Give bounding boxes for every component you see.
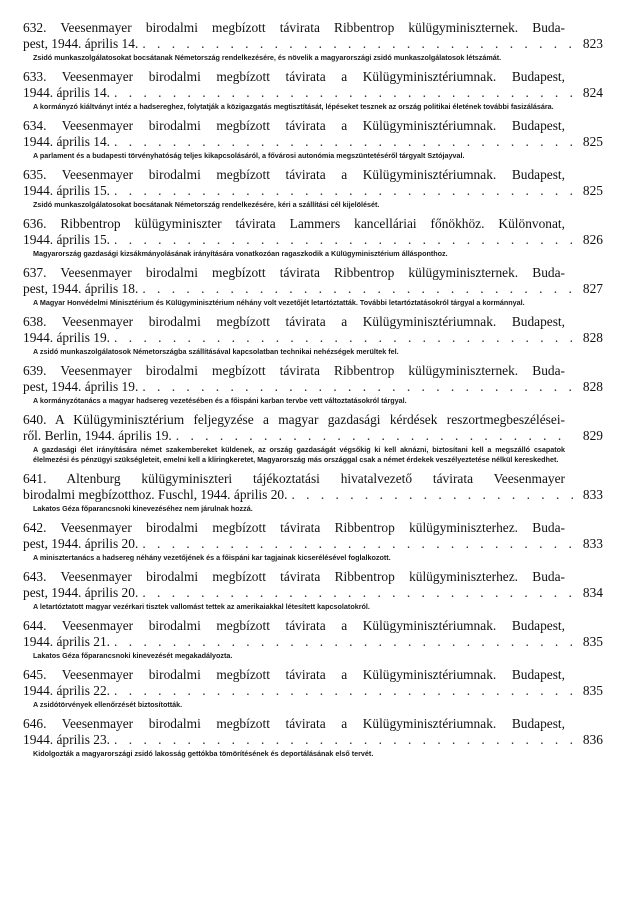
entry-summary: A Magyar Honvédelmi Minisztérium és Külügyminisztérium néhány volt vezetőjét letartóztatták. További letartóztatásokról tárgyal a kormánnyal. bbox=[33, 298, 525, 307]
dot-leader bbox=[142, 379, 573, 395]
entry-title-line: 637. Veesenmayer birodalmi megbízott távirata Ribbentrop külügyminiszternek. Buda- bbox=[23, 265, 565, 280]
entry-title-continuation bbox=[23, 634, 603, 650]
entry-title-line: 644. Veesenmayer birodalmi megbízott távirata a Külügyminisztériumnak. Budapest, bbox=[23, 618, 565, 633]
page-number: 835 bbox=[582, 634, 603, 649]
entry-summary: A zsidó munkaszolgálatosok Németországba szállításával kapcsolatban technikai nehézségek merültek fel. bbox=[33, 347, 399, 356]
entry-title-line: 641. Altenburg külügyminiszteri tájékoztatási hivatalvezető távirata Veesenmayer bbox=[23, 471, 565, 486]
entry-summary: Magyarország gazdasági kizsákmányolásának irányítására vonatkozóan ragaszkodik a Külügyminisztérium állásponthoz. bbox=[33, 249, 448, 258]
entry-title-continuation bbox=[23, 536, 603, 552]
dot-leader bbox=[142, 536, 573, 552]
entry-title-line: 635. Veesenmayer birodalmi megbízott távirata a Külügyminisztériumnak. Budapest, bbox=[23, 167, 565, 182]
toc-entry bbox=[23, 412, 603, 465]
entry-title-continuation bbox=[23, 428, 603, 444]
page-number: 836 bbox=[582, 732, 603, 747]
entry-summary: A kormányzótanács a magyar hadsereg vezetésében és a főispáni karban tervbe vett változtatásokról tárgyal. bbox=[33, 396, 407, 405]
entry-summary: A letartóztatott magyar vezérkari tisztek vallomást tettek az amerikaiakkal létesített kapcsolatokról. bbox=[33, 602, 370, 611]
entry-title-continuation bbox=[23, 585, 603, 601]
toc-entry bbox=[23, 20, 603, 63]
page-number: 835 bbox=[582, 683, 603, 698]
entry-date-text: pest, 1944. április 14. bbox=[23, 36, 139, 51]
entry-date-text: 1944. április 21. bbox=[23, 634, 111, 649]
entry-title-line: 639. Veesenmayer birodalmi megbízott távirata Ribbentrop külügyminiszternek. Buda- bbox=[23, 363, 565, 378]
entry-summary: Lakatos Géza főparancsnoki kinevezését megakadályozta. bbox=[33, 651, 233, 660]
toc-entry bbox=[23, 667, 603, 710]
toc-entry bbox=[23, 216, 603, 259]
entry-date-text: 1944. április 14. bbox=[23, 85, 111, 100]
page-number: 828 bbox=[582, 330, 603, 345]
dot-leader bbox=[142, 585, 573, 601]
dot-leader bbox=[142, 281, 573, 297]
entry-title-line: 646. Veesenmayer birodalmi megbízott távirata a Külügyminisztériumnak. Budapest, bbox=[23, 716, 565, 731]
entry-title-line: 640. A Külügyminisztérium feljegyzése a magyar gazdasági kérdések reszortmegbeszélései- bbox=[23, 412, 565, 427]
entry-title-line: 632. Veesenmayer birodalmi megbízott távirata Ribbentrop külügyminiszternek. Buda- bbox=[23, 20, 565, 35]
entry-date-text: birodalmi megbízotthoz. Fuschl, 1944. április 20. bbox=[23, 487, 288, 502]
entry-date-text: 1944. április 15. bbox=[23, 183, 111, 198]
dot-leader bbox=[291, 487, 573, 503]
entry-date-text: pest, 1944. április 20. bbox=[23, 585, 139, 600]
entry-title-continuation bbox=[23, 183, 603, 199]
dot-leader bbox=[142, 36, 573, 52]
entry-title-line: 645. Veesenmayer birodalmi megbízott távirata a Külügyminisztériumnak. Budapest, bbox=[23, 667, 565, 682]
toc-entry bbox=[23, 314, 603, 357]
entry-title-line: 633. Veesenmayer birodalmi megbízott távirata a Külügyminisztériumnak. Budapest, bbox=[23, 69, 565, 84]
entry-date-text: ről. Berlin, 1944. április 19. bbox=[23, 428, 172, 443]
entry-summary: A parlament és a budapesti törvényhatóság teljes kikapcsolásáról, a fővárosi autonómia megszüntetéséről tárgyalt Sztójayval. bbox=[33, 151, 465, 160]
dot-leader bbox=[114, 134, 573, 150]
dot-leader bbox=[114, 232, 573, 248]
toc-entry bbox=[23, 618, 603, 661]
toc-entry bbox=[23, 471, 603, 514]
toc-entry bbox=[23, 118, 603, 161]
entry-date-text: pest, 1944. április 18. bbox=[23, 281, 139, 296]
entry-title-line: 643. Veesenmayer birodalmi megbízott távirata Ribbentrop külügyminiszterhez. Buda- bbox=[23, 569, 565, 584]
entry-title-continuation bbox=[23, 487, 603, 503]
dot-leader bbox=[176, 428, 573, 444]
entry-date-text: 1944. április 19. bbox=[23, 330, 111, 345]
entry-summary: A zsidótörvények ellenőrzését biztosították. bbox=[33, 700, 183, 709]
entry-summary: A gazdasági élet irányítására német szakembereket küldenek, az ország gazdaságát végsőkig ki kell aknázni, biztosítani kell a megszálló csapatok élelmezési és pénzügyi szükségleteit, emelni kell a kliringkeretet, Magyarország más országgal csak a német érdekek veszélyeztetése nélkül kereskedhet. bbox=[33, 445, 565, 464]
dot-leader bbox=[114, 683, 573, 699]
entry-title-continuation bbox=[23, 379, 603, 395]
entry-summary: Kidolgozták a magyarországi zsidó lakosság gettókba tömörítésének és deportálásának első tervét. bbox=[33, 749, 374, 758]
entry-title-line: 638. Veesenmayer birodalmi megbízott távirata a Külügyminisztériumnak. Budapest, bbox=[23, 314, 565, 329]
entry-date-text: 1944. április 15. bbox=[23, 232, 111, 247]
entry-title-line: 634. Veesenmayer birodalmi megbízott távirata a Külügyminisztériumnak. Budapest, bbox=[23, 118, 565, 133]
entry-summary: A kormányzó kiáltványt intéz a hadsereghez, folytatják a közigazgatás megtisztítását, lépéseket tesznek az ország politikai életének további fasizálására. bbox=[33, 102, 554, 111]
page-number: 834 bbox=[582, 585, 603, 600]
dot-leader bbox=[114, 330, 573, 346]
page-number: 828 bbox=[582, 379, 603, 394]
entry-date-text: pest, 1944. április 20. bbox=[23, 536, 139, 551]
entry-summary: A minisztertanács a hadsereg néhány vezetőjének és a főispáni kar tagjainak kicserélésével foglalkozott. bbox=[33, 553, 391, 562]
entry-date-text: 1944. április 22. bbox=[23, 683, 111, 698]
page-number: 833 bbox=[582, 487, 603, 502]
entry-title-line: 636. Ribbentrop külügyminiszter távirata Lammers kancelláriai főnökhöz. Különvonat, bbox=[23, 216, 565, 231]
entry-title-continuation bbox=[23, 281, 603, 297]
page-number: 829 bbox=[582, 428, 603, 443]
toc-entry bbox=[23, 520, 603, 563]
dot-leader bbox=[114, 634, 573, 650]
entry-title-line: 642. Veesenmayer birodalmi megbízott távirata Ribbentrop külügyminiszterhez. Buda- bbox=[23, 520, 565, 535]
entry-date-text: 1944. április 23. bbox=[23, 732, 111, 747]
entry-title-continuation bbox=[23, 134, 603, 150]
entry-date-text: pest, 1944. április 19. bbox=[23, 379, 139, 394]
dot-leader bbox=[114, 732, 573, 748]
toc-entry bbox=[23, 265, 603, 308]
toc-entry bbox=[23, 363, 603, 406]
entry-title-continuation bbox=[23, 232, 603, 248]
page-number: 826 bbox=[582, 232, 603, 247]
entry-title-continuation bbox=[23, 36, 603, 52]
entry-date-text: 1944. április 14. bbox=[23, 134, 111, 149]
entry-title-continuation bbox=[23, 330, 603, 346]
entry-summary: Lakatos Géza főparancsnoki kinevezéséhez nem járulnak hozzá. bbox=[33, 504, 253, 513]
dot-leader bbox=[114, 183, 573, 199]
page-number: 825 bbox=[582, 183, 603, 198]
page-number: 833 bbox=[582, 536, 603, 551]
toc-entry bbox=[23, 69, 603, 112]
entry-summary: Zsidó munkaszolgálatosokat bocsátanak Németország rendelkezésére, és növelik a magyarországi zsidó munkaszolgálatosok létszámát. bbox=[33, 53, 502, 62]
toc-entry bbox=[23, 569, 603, 612]
dot-leader bbox=[114, 85, 573, 101]
page-number: 824 bbox=[582, 85, 603, 100]
toc-entry bbox=[23, 167, 603, 210]
entry-title-continuation bbox=[23, 683, 603, 699]
entry-title-continuation bbox=[23, 732, 603, 748]
toc-entry bbox=[23, 716, 603, 759]
entry-summary: Zsidó munkaszolgálatosokat bocsátanak Németország rendelkezésére, kéri a szállítási cél kijelölését. bbox=[33, 200, 380, 209]
page-number: 823 bbox=[582, 36, 603, 51]
page-number: 827 bbox=[582, 281, 603, 296]
entry-title-continuation bbox=[23, 85, 603, 101]
page-number: 825 bbox=[582, 134, 603, 149]
